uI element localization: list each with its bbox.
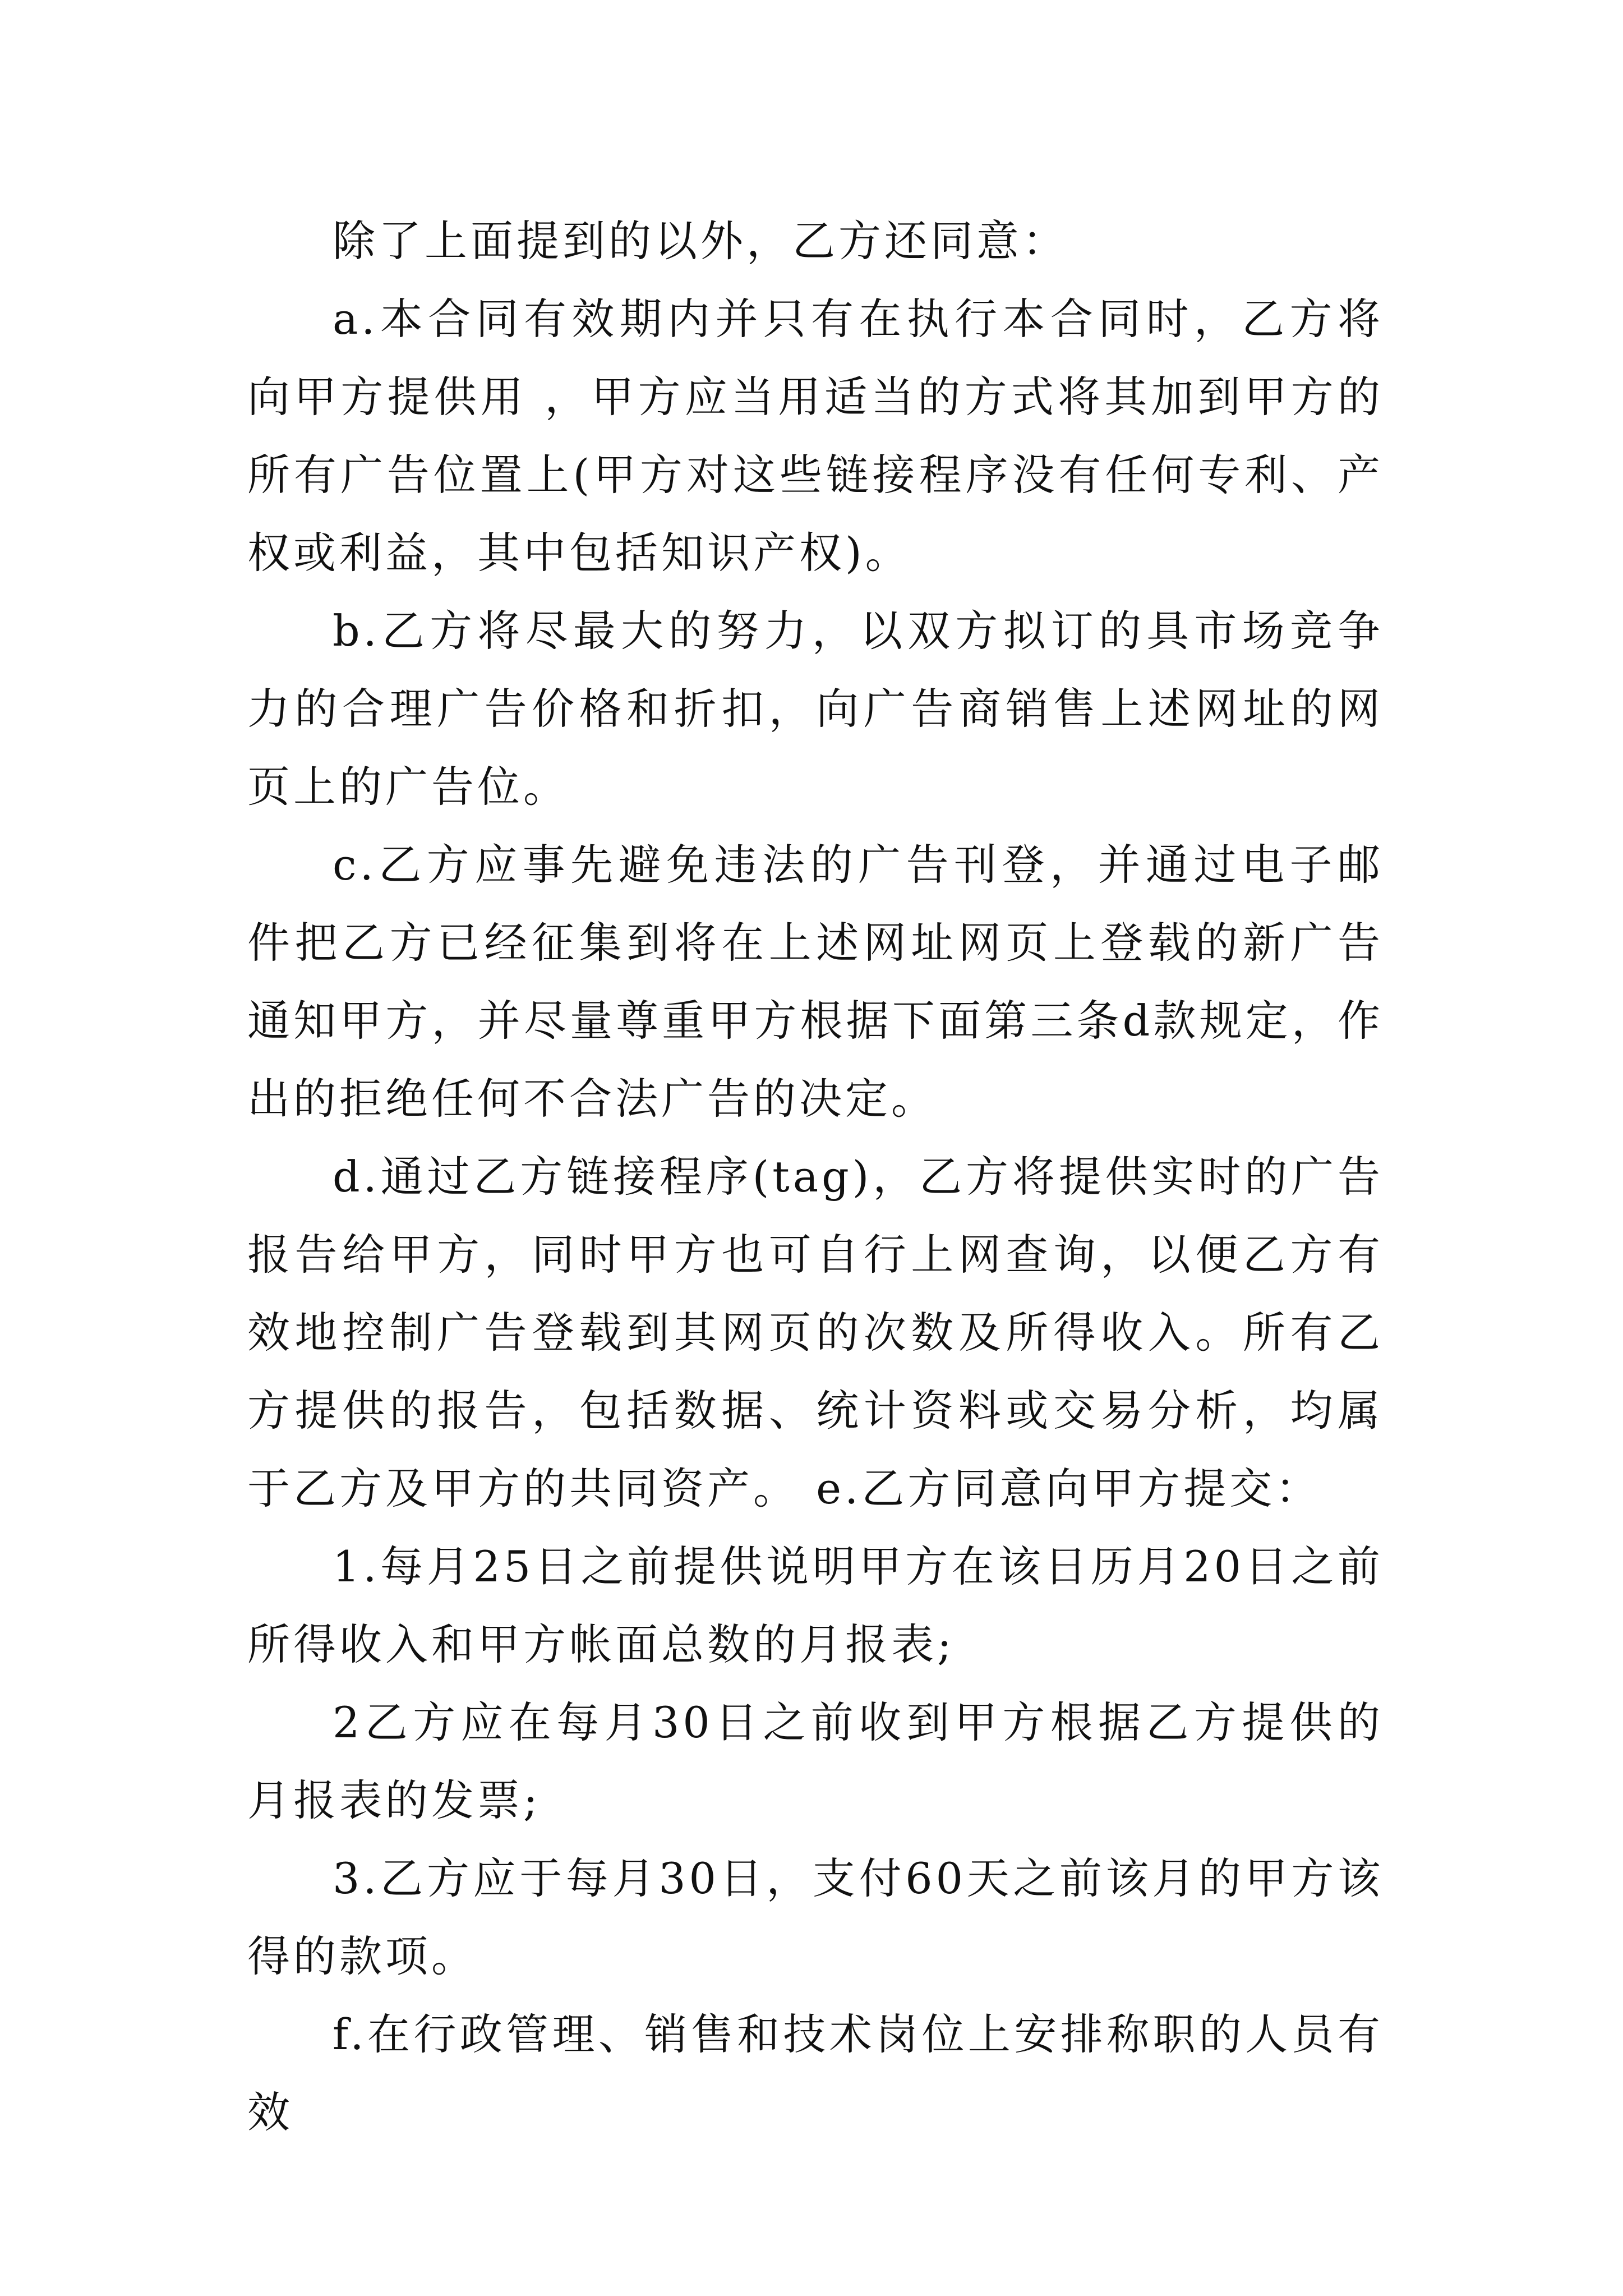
paragraph-item-1: 1.每月25日之前提供说明甲方在该日历月20日之前所得收入和甲方帐面总数的月报表;	[247, 1542, 1384, 1669]
paragraph-item-3: 3.乙方应于每月30日，支付60天之前该月的甲方该得的款项。	[247, 1853, 1384, 1981]
paragraph-c: c.乙方应事先避免违法的广告刊登，并通过电子邮件把乙方已经征集到将在上述网址网页上登载的新广告通知甲方，并尽量尊重甲方根据下面第三条d款规定，作出的拒绝任何不合法广告的决定。	[247, 840, 1384, 1124]
document-body	[247, 202, 1384, 2151]
paragraph-f: f.在行政管理、销售和技术岗位上安排称职的人员有效	[247, 2009, 1384, 2137]
paragraph-item-2: 2乙方应在每月30日之前收到甲方根据乙方提供的月报表的发票;	[247, 1697, 1384, 1825]
paragraph-intro: 除了上面提到的以外，乙方还同意：	[333, 216, 1068, 266]
paragraph-d: d.通过乙方链接程序(tag)，乙方将提供实时的广告报告给甲方，同时甲方也可自行上网查询，以便乙方有效地控制广告登载到其网页的次数及所得收入。所有乙方提供的报告，包括数据、统计资料或交易分析，均属于乙方及甲方的共同资产。 e.乙方同意向甲方提交：	[247, 1152, 1384, 1513]
paragraph-a: a.本合同有效期内并只有在执行本合同时，乙方将向甲方提供用 ，甲方应当用适当的方式将其加到甲方的所有广告位置上(甲方对这些链接程序没有任何专利、产权或利益，其中包括知识产权)。	[247, 294, 1384, 578]
paragraph-b: b.乙方将尽最大的努力，以双方拟订的具市场竞争力的合理广告价格和折扣，向广告商销售上述网址的网页上的广告位。	[247, 606, 1384, 812]
